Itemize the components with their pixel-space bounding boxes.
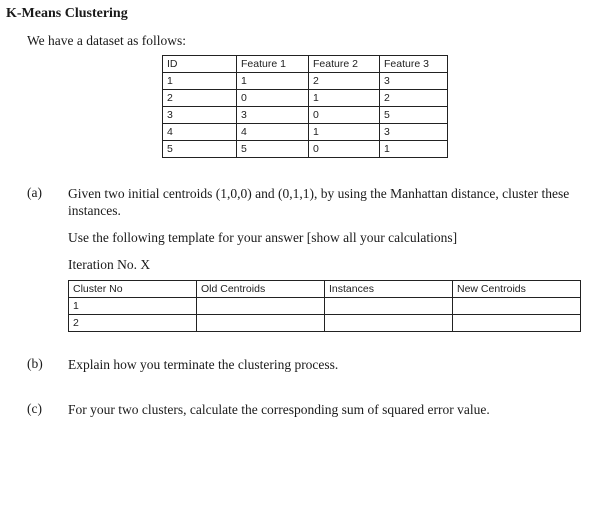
intro-text: We have a dataset as follows: xyxy=(27,33,186,48)
table-cell: 1 xyxy=(69,298,197,315)
table-cell: 5 xyxy=(380,107,448,124)
question-b-label: (b) xyxy=(27,356,43,371)
page-title: K-Means Clustering xyxy=(6,6,128,21)
table-cell: 4 xyxy=(237,124,309,141)
table-cell: 1 xyxy=(163,73,237,90)
table-cell: 3 xyxy=(163,107,237,124)
dataset-table xyxy=(162,55,448,158)
table-row xyxy=(163,90,448,107)
table-cell xyxy=(453,298,581,315)
table-cell: 0 xyxy=(309,107,380,124)
table-cell xyxy=(197,298,325,315)
table-cell xyxy=(197,315,325,332)
table-cell: 1 xyxy=(309,124,380,141)
table-cell: 5 xyxy=(237,141,309,158)
table-cell: 1 xyxy=(380,141,448,158)
table-cell: 2 xyxy=(69,315,197,332)
question-a-label: (a) xyxy=(27,185,42,200)
table-cell: 4 xyxy=(163,124,237,141)
table-cell: 3 xyxy=(380,73,448,90)
question-a-line1: Given two initial centroids (1,0,0) and (0,1,1), by using the Manhattan distance, cluster these xyxy=(68,186,570,201)
dataset-header-row xyxy=(163,56,448,73)
template-header-row xyxy=(69,281,581,298)
table-cell: 3 xyxy=(380,124,448,141)
table-row xyxy=(69,315,581,332)
question-a-line2: instances. xyxy=(68,203,121,218)
table-cell: 1 xyxy=(237,73,309,90)
template-header-cell: New Centroids xyxy=(453,281,581,298)
question-c-text: For your two clusters, calculate the corresponding sum of squared error value. xyxy=(68,402,490,417)
dataset-header-cell: Feature 1 xyxy=(237,56,309,73)
table-row xyxy=(163,141,448,158)
table-cell xyxy=(453,315,581,332)
table-cell: 2 xyxy=(380,90,448,107)
template-header-cell: Cluster No xyxy=(69,281,197,298)
table-cell xyxy=(325,315,453,332)
question-a-instruction: Use the following template for your answer [show all your calculations] xyxy=(68,230,458,245)
table-row xyxy=(163,124,448,141)
dataset-header-cell: Feature 2 xyxy=(309,56,380,73)
table-row xyxy=(69,298,581,315)
table-cell: 0 xyxy=(237,90,309,107)
table-cell: 3 xyxy=(237,107,309,124)
table-cell: 5 xyxy=(163,141,237,158)
table-cell: 2 xyxy=(309,73,380,90)
template-header-cell: Instances xyxy=(325,281,453,298)
table-cell xyxy=(325,298,453,315)
table-row xyxy=(163,73,448,90)
table-cell: 0 xyxy=(309,141,380,158)
table-row xyxy=(163,107,448,124)
table-cell: 1 xyxy=(309,90,380,107)
dataset-header-cell: Feature 3 xyxy=(380,56,448,73)
dataset-header-cell: ID xyxy=(163,56,237,73)
template-header-cell: Old Centroids xyxy=(197,281,325,298)
question-b-text: Explain how you terminate the clustering process. xyxy=(68,357,339,372)
question-c-label: (c) xyxy=(27,401,42,416)
table-cell: 2 xyxy=(163,90,237,107)
answer-template-table xyxy=(68,280,581,332)
iteration-label: Iteration No. X xyxy=(68,257,151,272)
